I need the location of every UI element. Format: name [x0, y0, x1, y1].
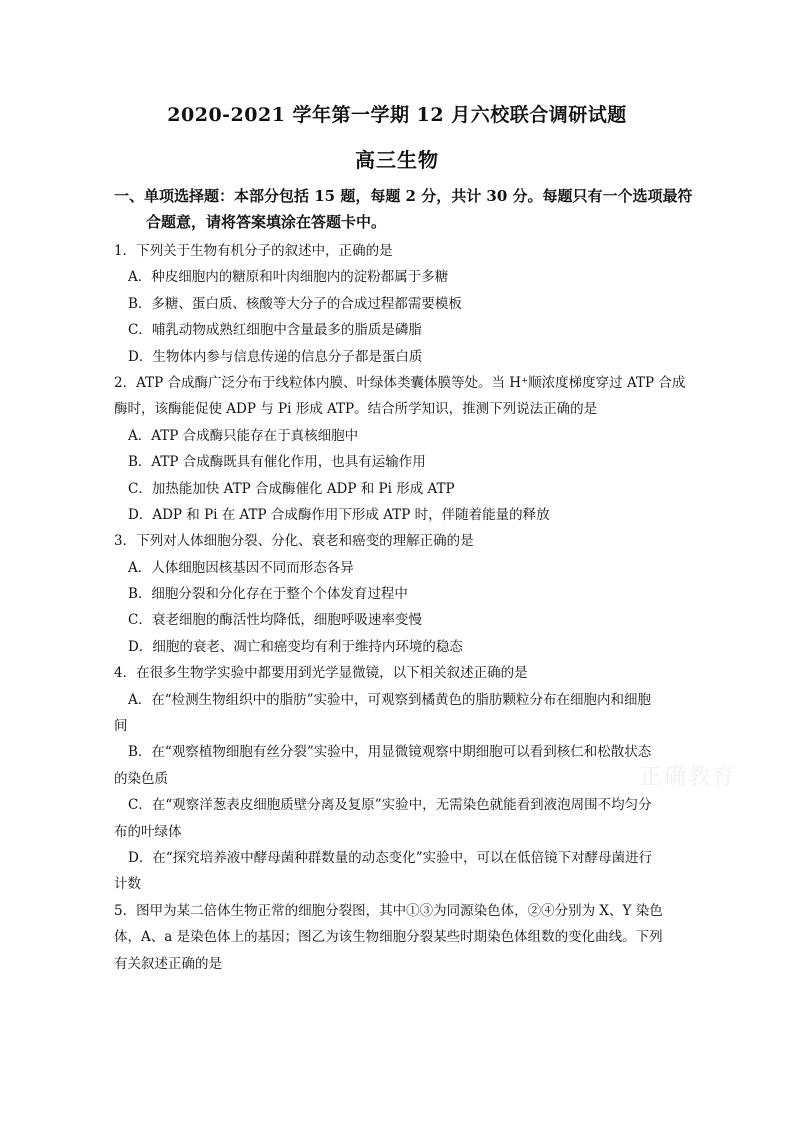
question-stem-line: 有关叙述正确的是	[114, 955, 222, 972]
answer-option: B．在“观察植物细胞有丝分裂”实验中，用显微镜观察中期细胞可以看到核仁和松散状态	[128, 744, 652, 761]
question-stem-line: 1．下列关于生物有机分子的叙述中，正确的是	[114, 243, 393, 259]
answer-option: D．细胞的衰老、凋亡和癌变均有利于维持内环境的稳态	[128, 638, 463, 655]
question-list	[114, 238, 694, 977]
page-subtitle: 高三生物	[355, 148, 439, 172]
answer-option: D．ADP 和 Pi 在 ATP 合成酶作用下形成 ATP 时，伴随着能量的释放	[128, 506, 550, 523]
answer-option: C．哺乳动物成熟红细胞中含量最多的脂质是磷脂	[128, 322, 422, 339]
answer-option: B．多糖、蛋白质、核酸等大分子的合成过程都需要模板	[128, 295, 462, 312]
question-3	[114, 528, 694, 660]
question-stem-line: 体，A、a 是染色体上的基因；图乙为该生物细胞分裂某些时期染色体组数的变化曲线。下列	[114, 929, 663, 946]
answer-option: C．在“观察洋葱表皮细胞质壁分离及复原”实验中，无需染色就能看到液泡周围不均匀分	[128, 797, 652, 814]
answer-option: C．衰老细胞的酶活性均降低，细胞呼吸速率变慢	[128, 612, 422, 629]
answer-option: A．人体细胞因核基因不同而形态各异	[128, 559, 354, 576]
answer-option-continuation: 布的叶绿体	[114, 823, 182, 840]
answer-option: A．在“检测生物组织中的脂肪”实验中，可观察到橘黄色的脂肪颗粒分布在细胞内和细胞	[128, 691, 652, 708]
answer-option-continuation: 计数	[114, 876, 141, 893]
page-title: 2020-2021 学年第一学期 12 月六校联合调研试题	[167, 104, 627, 126]
answer-option: A．种皮细胞内的糖原和叶肉细胞内的淀粉都属于多糖	[128, 269, 449, 286]
answer-option: D．在“探究培养液中酵母菌种群数量的动态变化”实验中，可以在低倍镜下对酵母菌进行	[128, 849, 653, 866]
question-2	[114, 370, 694, 528]
watermark: 正确教育	[640, 765, 737, 790]
section-heading-text: 一、单项选择题：本部分包括 15 题，每题 2 分，共计 30 分。每题只有一个选项最符合题意，请将答案填涂在答题卡中。	[114, 187, 693, 231]
section-heading	[114, 183, 694, 235]
question-1	[114, 238, 694, 370]
answer-option-continuation: 的染色质	[114, 770, 168, 787]
answer-option: A．ATP 合成酶只能存在于真核细胞中	[128, 427, 359, 444]
question-stem-line: 3．下列对人体细胞分裂、分化、衰老和癌变的理解正确的是	[114, 533, 474, 550]
question-stem-line: 2．ATP 合成酶广泛分布于线粒体内膜、叶绿体类囊体膜等处。当 H⁺顺浓度梯度穿过 ATP 合成	[114, 374, 686, 391]
answer-option: D．生物体内参与信息传递的信息分子都是蛋白质	[128, 348, 423, 365]
answer-option: B．细胞分裂和分化存在于整个个体发育过程中	[128, 586, 408, 603]
question-stem-line: 酶时，该酶能促使 ADP 与 Pi 形成 ATP。结合所学知识，推测下列说法正确的是	[114, 401, 598, 418]
answer-option-continuation: 间	[114, 718, 128, 735]
question-4	[114, 660, 694, 898]
answer-option: B．ATP 合成酶既具有催化作用，也具有运输作用	[128, 454, 426, 471]
answer-option: C．加热能加快 ATP 合成酶催化 ADP 和 Pi 形成 ATP	[128, 480, 455, 497]
question-5	[114, 898, 694, 977]
question-stem-line: 5．图甲为某二倍体生物正常的细胞分裂图，其中①③为同源染色体，②④分别为 X、Y 染色	[114, 902, 663, 919]
question-stem-line: 4．在很多生物学实验中都要用到光学显微镜，以下相关叙述正确的是	[114, 665, 528, 682]
